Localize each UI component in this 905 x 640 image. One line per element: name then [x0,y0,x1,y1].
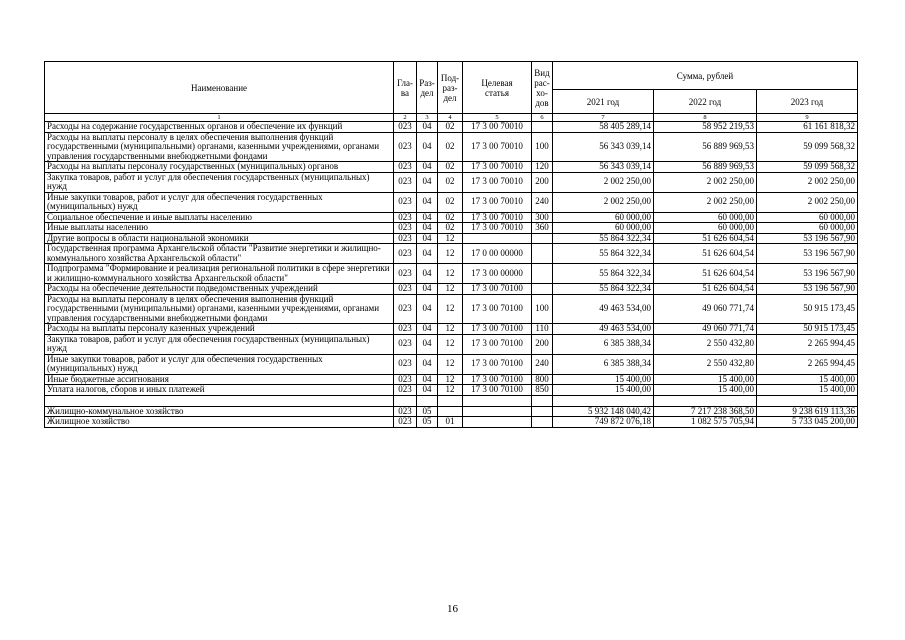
row-target-article: 17 0 00 00000 [463,244,532,264]
row-expense-type [532,406,553,417]
row-target-article: 17 3 00 70010 [463,212,532,223]
row-sum-2021: 58 405 289,14 [553,122,654,133]
column-index: 1 [45,114,394,122]
row-chapter: 023 [394,417,417,428]
row-expense-type [532,395,553,406]
row-section: 04 [417,132,438,162]
row-sum-2022: 58 952 219,53 [654,122,757,133]
row-subsection: 12 [438,264,463,284]
row-subsection: 02 [438,132,463,162]
row-subsection: 12 [438,354,463,374]
table-row [45,395,858,406]
row-target-article: 17 3 00 70100 [463,374,532,385]
row-sum-2023: 15 400,00 [757,374,858,385]
row-subsection: 12 [438,385,463,396]
row-sum-2021: 49 463 534,00 [553,294,654,324]
row-chapter [394,395,417,406]
table-row [45,406,858,417]
row-sum-2021: 56 343 039,14 [553,132,654,162]
row-sum-2021: 5 932 148 040,42 [553,406,654,417]
row-chapter: 023 [394,122,417,133]
row-sum-2022: 56 889 969,53 [654,162,757,173]
row-sum-2022: 15 400,00 [654,385,757,396]
row-sum-2023: 2 265 994,45 [757,334,858,354]
row-sum-2021: 55 864 322,34 [553,264,654,284]
row-sum-2023: 61 161 818,32 [757,122,858,133]
row-sum-2023: 2 265 994,45 [757,354,858,374]
header-expense-type: Вид рас- хо- дов [532,62,553,114]
column-index: 5 [463,114,532,122]
row-name: Расходы на выплаты персоналу в целях обеспечения выполнения функций государственными (муниципальными) органами, казенными учреждениями, органами управления государственными внебюджетными фондами [45,294,394,324]
row-expense-type [532,284,553,295]
row-chapter: 023 [394,192,417,212]
row-sum-2022: 2 550 432,80 [654,354,757,374]
header-subsection: Под- раз- дел [438,62,463,114]
row-name: Другие вопросы в области национальной экономики [45,233,394,244]
row-expense-type: 200 [532,172,553,192]
row-sum-2021: 55 864 322,34 [553,244,654,264]
row-sum-2023: 50 915 173,45 [757,324,858,335]
table-row [45,385,858,396]
row-sum-2022: 1 082 575 705,94 [654,417,757,428]
row-sum-2021: 60 000,00 [553,223,654,234]
row-target-article: 17 3 00 70100 [463,334,532,354]
row-sum-2022: 7 217 238 368,50 [654,406,757,417]
table-row [45,132,858,162]
row-name: Закупка товаров, работ и услуг для обеспечения государственных (муниципальных) нужд [45,334,394,354]
column-index: 7 [553,114,654,122]
row-name: Расходы на содержание государственных органов и обеспечение их функций [45,122,394,133]
row-target-article: 17 3 00 70010 [463,122,532,133]
row-sum-2021: 15 400,00 [553,385,654,396]
row-subsection: 12 [438,324,463,335]
column-index: 8 [654,114,757,122]
column-index: 2 [394,114,417,122]
table-row [45,324,858,335]
row-sum-2022: 60 000,00 [654,212,757,223]
row-sum-2023: 53 196 567,90 [757,244,858,264]
row-sum-2022: 51 626 604,54 [654,284,757,295]
row-subsection: 02 [438,122,463,133]
row-chapter: 023 [394,162,417,173]
row-sum-2022: 2 002 250,00 [654,172,757,192]
row-section: 04 [417,233,438,244]
row-sum-2021 [553,395,654,406]
table-row [45,212,858,223]
table-row [45,374,858,385]
row-sum-2021: 56 343 039,14 [553,162,654,173]
row-section: 04 [417,354,438,374]
row-target-article [463,406,532,417]
row-sum-2022: 49 060 771,74 [654,324,757,335]
row-section: 04 [417,172,438,192]
row-chapter: 023 [394,284,417,295]
row-sum-2022: 49 060 771,74 [654,294,757,324]
row-section: 04 [417,284,438,295]
row-chapter: 023 [394,223,417,234]
table-row [45,172,858,192]
row-sum-2022: 2 550 432,80 [654,334,757,354]
row-sum-2022 [654,395,757,406]
row-sum-2023: 59 099 568,32 [757,162,858,173]
row-sum-2023: 60 000,00 [757,223,858,234]
row-target-article: 17 3 00 70010 [463,162,532,173]
row-target-article: 17 3 00 70100 [463,284,532,295]
column-index: 6 [532,114,553,122]
row-chapter: 023 [394,334,417,354]
row-name: Социальное обеспечение и иные выплаты населению [45,212,394,223]
row-expense-type: 800 [532,374,553,385]
table-row [45,334,858,354]
row-name: Иные выплаты населению [45,223,394,234]
header-year-2022: 2022 год [654,90,757,114]
row-subsection: 12 [438,244,463,264]
row-target-article: 17 3 00 70100 [463,294,532,324]
row-chapter: 023 [394,172,417,192]
column-index: 3 [417,114,438,122]
row-chapter: 023 [394,324,417,335]
row-sum-2021: 55 864 322,34 [553,233,654,244]
row-expense-type [532,122,553,133]
row-name: Государственная программа Архангельской области "Развитие энергетики и жилищно-коммунального хозяйства Архангельской области" [45,244,394,264]
row-target-article: 17 3 00 70100 [463,354,532,374]
row-name: Иные закупки товаров, работ и услуг для обеспечения государственных (муниципальных) нужд [45,192,394,212]
row-sum-2023: 50 915 173,45 [757,294,858,324]
row-name: Расходы на выплаты персоналу казенных учреждений [45,324,394,335]
row-expense-type: 110 [532,324,553,335]
row-chapter: 023 [394,264,417,284]
column-index: 9 [757,114,858,122]
row-name: Жилищно-коммунальное хозяйство [45,406,394,417]
table-row [45,284,858,295]
header-year-2023: 2023 год [757,90,858,114]
row-chapter: 023 [394,354,417,374]
row-name: Расходы на обеспечение деятельности подведомственных учреждений [45,284,394,295]
row-sum-2023: 60 000,00 [757,212,858,223]
table-row [45,354,858,374]
row-subsection [438,406,463,417]
row-sum-2023: 9 238 619 113,36 [757,406,858,417]
header-sum: Сумма, рублей [553,62,858,90]
row-section: 04 [417,192,438,212]
row-sum-2023: 59 099 568,32 [757,132,858,162]
row-section: 04 [417,223,438,234]
table-header [45,62,858,122]
row-sum-2021: 49 463 534,00 [553,324,654,335]
row-subsection: 12 [438,294,463,324]
row-target-article: 17 3 00 00000 [463,264,532,284]
row-name: Подпрограмма "Формирование и реализация региональной политики в сфере энергетики и жилищно-коммунального хозяйства Архангельской области" [45,264,394,284]
row-subsection: 12 [438,334,463,354]
row-sum-2021: 2 002 250,00 [553,192,654,212]
row-section: 04 [417,264,438,284]
row-expense-type: 300 [532,212,553,223]
row-subsection: 02 [438,192,463,212]
row-subsection: 12 [438,284,463,295]
row-expense-type: 100 [532,132,553,162]
row-expense-type: 240 [532,354,553,374]
table-row [45,294,858,324]
row-sum-2023: 5 733 045 200,00 [757,417,858,428]
row-chapter: 023 [394,385,417,396]
row-section: 05 [417,417,438,428]
row-sum-2021: 6 385 388,34 [553,354,654,374]
row-subsection: 01 [438,417,463,428]
row-expense-type: 850 [532,385,553,396]
row-sum-2023: 53 196 567,90 [757,264,858,284]
header-name: Наименование [45,62,394,114]
row-subsection: 02 [438,172,463,192]
row-sum-2022: 51 626 604,54 [654,233,757,244]
column-index: 4 [438,114,463,122]
row-name: Уплата налогов, сборов и иных платежей [45,385,394,396]
row-subsection: 02 [438,223,463,234]
row-name [45,395,394,406]
row-sum-2021: 6 385 388,34 [553,334,654,354]
row-name: Закупка товаров, работ и услуг для обеспечения государственных (муниципальных) нужд [45,172,394,192]
row-expense-type [532,244,553,264]
row-sum-2023: 53 196 567,90 [757,233,858,244]
row-sum-2021: 749 872 076,18 [553,417,654,428]
row-section: 04 [417,212,438,223]
table-row [45,122,858,133]
row-target-article [463,395,532,406]
table-row [45,223,858,234]
row-target-article: 17 3 00 70010 [463,132,532,162]
row-sum-2021: 15 400,00 [553,374,654,385]
row-sum-2023: 2 002 250,00 [757,172,858,192]
row-section: 05 [417,406,438,417]
row-section: 04 [417,374,438,385]
row-expense-type [532,417,553,428]
row-chapter: 023 [394,294,417,324]
row-target-article [463,417,532,428]
row-chapter: 023 [394,406,417,417]
row-sum-2021: 55 864 322,34 [553,284,654,295]
row-target-article: 17 3 00 70100 [463,385,532,396]
row-chapter: 023 [394,233,417,244]
row-target-article [463,233,532,244]
row-subsection: 02 [438,162,463,173]
row-section: 04 [417,324,438,335]
row-name: Жилищное хозяйство [45,417,394,428]
row-expense-type [532,264,553,284]
row-sum-2022: 2 002 250,00 [654,192,757,212]
row-sum-2022: 51 626 604,54 [654,264,757,284]
table-row [45,192,858,212]
row-name: Иные бюджетные ассигнования [45,374,394,385]
row-expense-type: 100 [532,294,553,324]
row-name: Расходы на выплаты персоналу государственных (муниципальных) органов [45,162,394,173]
header-year-2021: 2021 год [553,90,654,114]
column-index-row [45,114,858,122]
row-subsection: 12 [438,374,463,385]
table-row [45,264,858,284]
row-chapter: 023 [394,374,417,385]
row-section: 04 [417,162,438,173]
row-section [417,395,438,406]
row-target-article: 17 3 00 70100 [463,324,532,335]
row-target-article: 17 3 00 70010 [463,192,532,212]
row-section: 04 [417,385,438,396]
row-sum-2023: 53 196 567,90 [757,284,858,295]
row-expense-type: 240 [532,192,553,212]
table-row [45,244,858,264]
table-row [45,162,858,173]
row-name: Иные закупки товаров, работ и услуг для обеспечения государственных (муниципальных) нужд [45,354,394,374]
row-target-article: 17 3 00 70010 [463,172,532,192]
table-body [45,122,858,428]
row-sum-2023 [757,395,858,406]
row-subsection [438,395,463,406]
page-number: 16 [447,603,458,615]
row-target-article: 17 3 00 70010 [463,223,532,234]
row-sum-2022: 56 889 969,53 [654,132,757,162]
header-target-article: Целевая статья [463,62,532,114]
row-subsection: 12 [438,233,463,244]
table-row [45,417,858,428]
budget-table [44,61,858,428]
table-row [45,233,858,244]
row-expense-type: 360 [532,223,553,234]
header-chapter: Гла- ва [394,62,417,114]
row-chapter: 023 [394,132,417,162]
row-sum-2021: 2 002 250,00 [553,172,654,192]
header-section: Раз- дел [417,62,438,114]
row-expense-type: 200 [532,334,553,354]
row-name: Расходы на выплаты персоналу в целях обеспечения выполнения функций государственными (муниципальными) органами, казенными учреждениями, органами управления государственными внебюджетными фондами [45,132,394,162]
row-section: 04 [417,334,438,354]
row-chapter: 023 [394,244,417,264]
row-sum-2023: 2 002 250,00 [757,192,858,212]
row-chapter: 023 [394,212,417,223]
row-sum-2022: 15 400,00 [654,374,757,385]
row-section: 04 [417,294,438,324]
row-expense-type [532,233,553,244]
row-section: 04 [417,122,438,133]
row-subsection: 02 [438,212,463,223]
row-sum-2021: 60 000,00 [553,212,654,223]
row-expense-type: 120 [532,162,553,173]
row-sum-2022: 60 000,00 [654,223,757,234]
row-sum-2023: 15 400,00 [757,385,858,396]
row-section: 04 [417,244,438,264]
row-sum-2022: 51 626 604,54 [654,244,757,264]
